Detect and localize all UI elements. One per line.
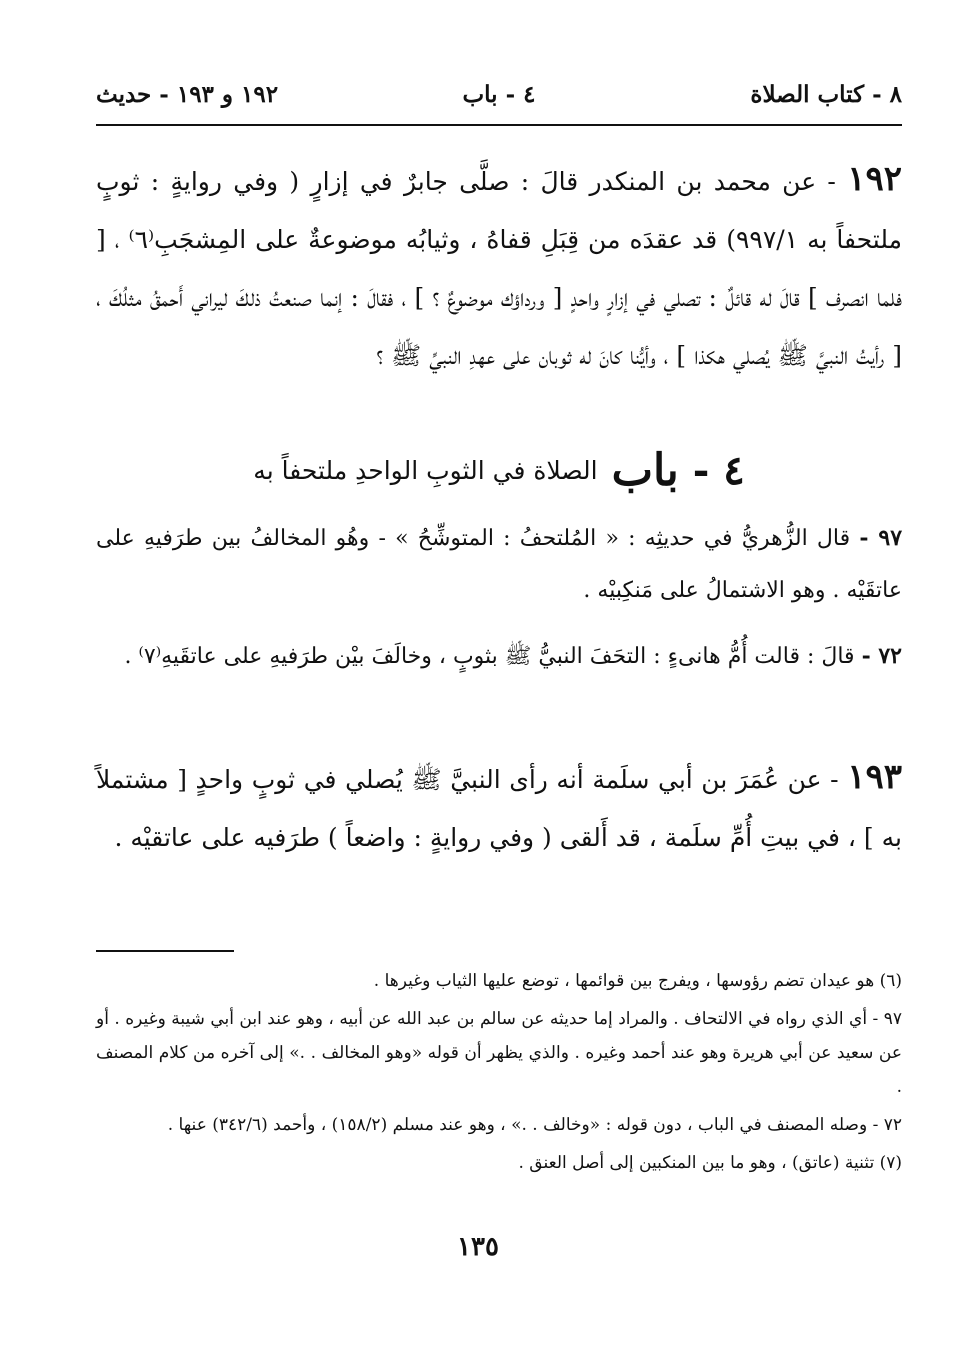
header-chapter: ٤ - باب xyxy=(462,80,536,108)
hadith-192 xyxy=(96,150,902,385)
mualaq-text: قال الزُّهريُّ في حديثِه : « المُلتحفُ : المتوشِّحُ » - وهُو المخالفُ بين طرَفيهِ على عاتقَيْه . وهو الاشتمالُ على مَنكِبيْه . xyxy=(96,526,902,603)
hadith-text: - عن عُمَرَ بن أبي سلَمة أنه رأى النبيَّ ﷺ يُصلي في ثوبٍ واحدٍ [ مشتملاً به ] ، في بيتِ أُمِّ سلَمة ، قد أَلقى ( وفي روايةٍ : واضعاً ) طرَفيه على عاتقيْه . xyxy=(96,765,902,852)
footnote: (٧) تثنية (عاتق) ، وهو ما بين المنكبين إلى أصل العنق . xyxy=(518,1153,902,1173)
chapter-heading xyxy=(96,438,902,502)
chapter-number: ٤ - xyxy=(692,446,745,494)
hadith-193 xyxy=(96,748,902,867)
hadith-number: ١٩٢ xyxy=(847,159,903,199)
header-book-title: ٨ - كتاب الصلاة xyxy=(750,80,902,108)
running-header xyxy=(96,74,902,114)
footnote-divider xyxy=(96,950,234,952)
mualaq-97 xyxy=(96,512,902,617)
footnote: ٧٢ - وصله المصنف في الباب ، دون قوله : «وخالف . .» ، وهو عند مسلم (١٥٨/٢) ، وأحمد (٣٤٢/٦) عنها . xyxy=(167,1115,902,1135)
page-number: ١٣٥ xyxy=(457,1232,499,1262)
hadith-number: ١٩٣ xyxy=(847,757,902,797)
hadith-text: - عن محمد بن المنكدر قالَ : صلَّى جابرٌ في إزارٍ ( وفي روايةٍ : ثوبٍ ملتحفاً به ٩٩٧/١) قد عقدَه من قِبَلِ قفاهُ ، وثيابُه موضوعةٌ على المِشجَبِ⁽٦⁾ ، [ فلما انصرف ] قالَ له قائلٌ : تصلي في إزارٍ واحدٍ [ ورداؤك موضوعٌ ؟ ] ، فقالَ : إنما صنعتُ ذلكَ ليراني أَحمقُ مثلُكَ ، [ رأيتُ النبيَّ ﷺ يُصلي هكذا ] ، وأيُّنا كانَ له ثوبان على عهدِ النبيِّ ﷺ ؟ xyxy=(96,167,902,370)
footnote: (٦) هو عيدان تضم رؤوسها ، ويفرج بين قوائمها ، توضع عليها الثياب وغيرها . xyxy=(373,971,902,991)
chapter-word: باب xyxy=(611,444,679,496)
mualaq-number: ٧٢ - xyxy=(861,643,902,669)
header-hadith-range: ١٩٢ و ١٩٣ - حديث xyxy=(96,80,279,108)
header-divider xyxy=(96,124,902,126)
footnote: ٩٧ - أي الذي رواه في الالتحاف . والمراد إما حديثه عن سالم بن عبد الله عن أبيه ، وهو عند ابن أبي شيبة وغيره . أو عن سعيد عن أبي هريرة وهو عند أحمد وغيره . والذي يظهر أن قوله «وهو المخالف . .» إلى آخره من كلام المصنف . xyxy=(96,1009,902,1097)
footnotes xyxy=(96,964,902,1184)
chapter-title: الصلاة في الثوبِ الواحدِ ملتحفاً به xyxy=(253,455,598,485)
mualaq-text: قالَ : قالت أُمُّ هانىءٍ : التحَفَ النبيُّ ﷺ بثوبٍ ، وخالَفَ بيْن طرَفيهِ على عاتقَيهِ⁽٧⁾ . xyxy=(124,644,855,669)
mualaq-number: ٩٧ - xyxy=(859,525,903,551)
mualaq-72 xyxy=(96,630,902,683)
